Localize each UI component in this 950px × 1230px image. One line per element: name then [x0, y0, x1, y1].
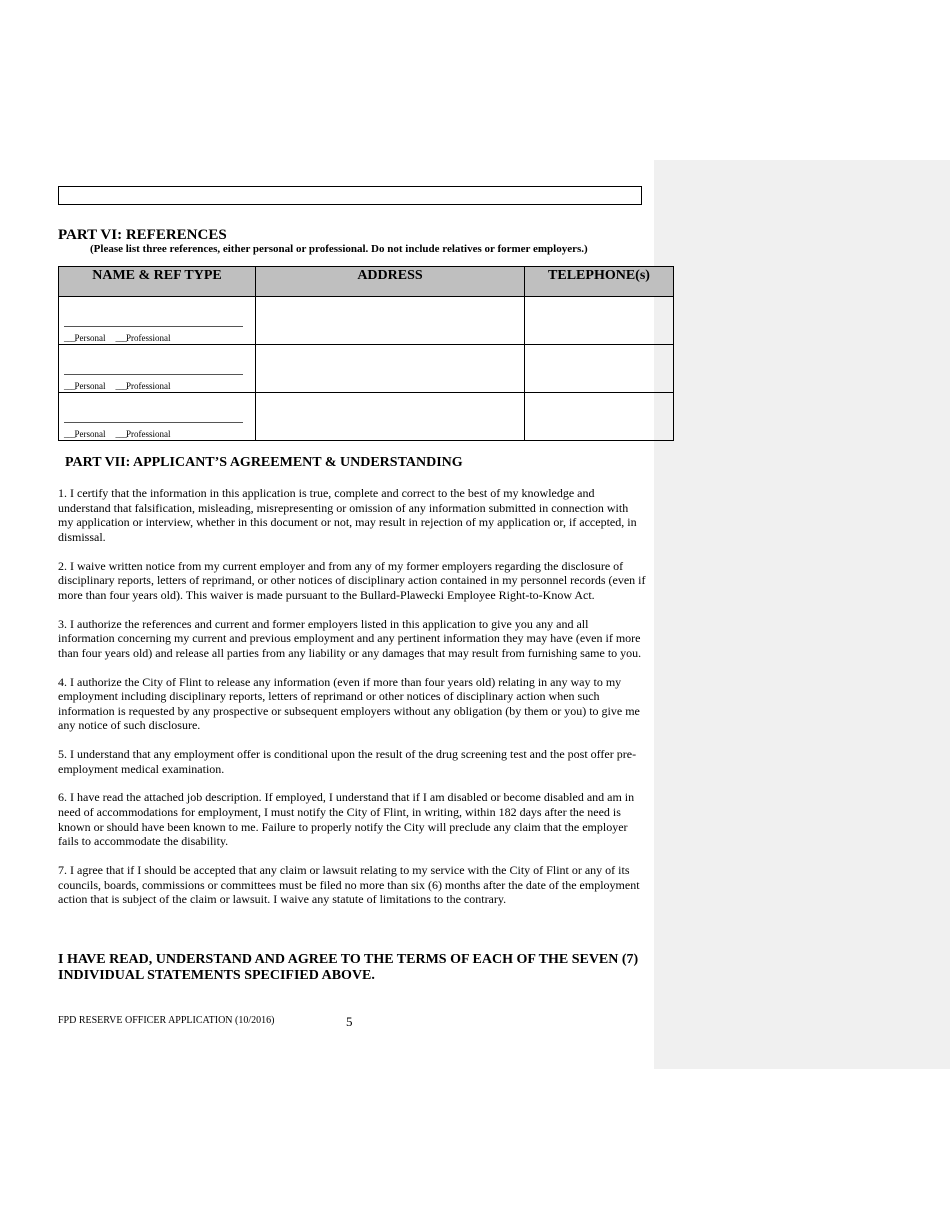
option-professional: Professional	[126, 429, 171, 439]
agreement-statements	[58, 486, 646, 921]
blank-line[interactable]: ___	[115, 333, 126, 343]
option-personal: Personal	[74, 381, 106, 391]
option-professional: Professional	[126, 381, 171, 391]
reference-row-2	[59, 345, 674, 393]
reference-telephone-cell[interactable]	[525, 393, 674, 441]
statement-6: 6. I have read the attached job description. If employed, I understand that if I am disabled or become disabled and am in need of accommodations for employment, I must notify the City of Flint, in writing, within 182 days after the need is known or should have been known to me. Failure to properly notify the City will preclude any claim that the employer fails to accommodate the disability.	[58, 790, 635, 849]
option-personal: Personal	[74, 429, 106, 439]
statement-2: 2. I waive written notice from my current employer and from any of my former employers regarding the disclosure of disciplinary reports, letters of reprimand, or other notices of disciplinary action contained in my personnel records (even if more than four years old). This waiver is made pursuant to the Bullard-Plawecki Employee Right-to-Know Act.	[58, 558, 646, 602]
header-name-ref-type: NAME & REF TYPE	[59, 267, 256, 297]
part6-title: PART VI: REFERENCES	[58, 227, 227, 243]
reference-name-cell[interactable]	[59, 345, 256, 393]
blank-line[interactable]: ___	[64, 381, 75, 391]
references-header-row	[59, 267, 674, 297]
reference-type-options	[59, 327, 255, 344]
statement-4: 4. I authorize the City of Flint to release any information (even if more than four years old) relating in any way to my employment including disciplinary reports, letters of reprimand or other notices of disciplinary action when such information is requested by any prospective or subsequent employers without any obligation (by them or you) to give me any notice of such disclosure.	[58, 674, 640, 733]
reference-row-1	[59, 297, 674, 345]
footer-form-name: FPD RESERVE OFFICER APPLICATION (10/2016)	[58, 1015, 275, 1026]
statement-1: 1. I certify that the information in this application is true, complete and correct to the best of my knowledge and understand that falsification, misleading, misrepresenting or omission of any information submitted in connection with my application or interview, whether in this document or not, may result in rejection of my application or, if accepted, in dismissal.	[58, 486, 637, 544]
footer-page-number: 5	[346, 1014, 353, 1029]
reference-address-cell[interactable]	[256, 297, 525, 345]
reference-type-options	[59, 423, 255, 440]
part6-instructions: (Please list three references, either personal or professional. Do not include relatives or former employers.)	[90, 243, 588, 255]
header-address: ADDRESS	[256, 267, 525, 297]
references-table	[58, 266, 674, 441]
option-professional: Professional	[126, 333, 171, 343]
reference-address-cell[interactable]	[256, 345, 525, 393]
blank-line[interactable]: ___	[64, 333, 75, 343]
part7-title: PART VII: APPLICANT’S AGREEMENT & UNDERSTANDING	[65, 455, 463, 470]
header-telephone: TELEPHONE(s)	[525, 267, 674, 297]
reference-name-cell[interactable]	[59, 297, 256, 345]
blank-line[interactable]: ___	[115, 381, 126, 391]
statement-7: 7. I agree that if I should be accepted that any claim or lawsuit relating to my service with the City of Flint or any of its councils, boards, commissions or committees must be filed no more than six (6) months after the date of the employment action that is subject of the claim or lawsuit. I waive any statute of limitations to the contrary.	[58, 863, 640, 907]
blank-line[interactable]: ___	[115, 429, 126, 439]
statement-5: 5. I understand that any employment offer is conditional upon the result of the drug screening test and the post offer pre-employment medical examination.	[58, 747, 637, 776]
comment-pane	[654, 160, 950, 1069]
blank-line[interactable]: ___	[64, 429, 75, 439]
reference-telephone-cell[interactable]	[525, 345, 674, 393]
previous-section-text-box[interactable]	[58, 186, 642, 205]
option-personal: Personal	[74, 333, 106, 343]
reference-type-options	[59, 375, 255, 392]
reference-telephone-cell[interactable]	[525, 297, 674, 345]
reference-address-cell[interactable]	[256, 393, 525, 441]
agreement-acknowledgement: I HAVE READ, UNDERSTAND AND AGREE TO THE TERMS OF EACH OF THE SEVEN (7) INDIVIDUAL STATEMENTS SPECIFIED ABOVE.	[58, 952, 639, 983]
statement-3: 3. I authorize the references and current and former employers listed in this application to give you any and all information concerning my current and previous employment and any pertinent information they may have (even if more than four years old) and release all parties from any liability or any damages that may result from furnishing same to you.	[58, 616, 642, 660]
reference-row-3	[59, 393, 674, 441]
reference-name-cell[interactable]	[59, 393, 256, 441]
